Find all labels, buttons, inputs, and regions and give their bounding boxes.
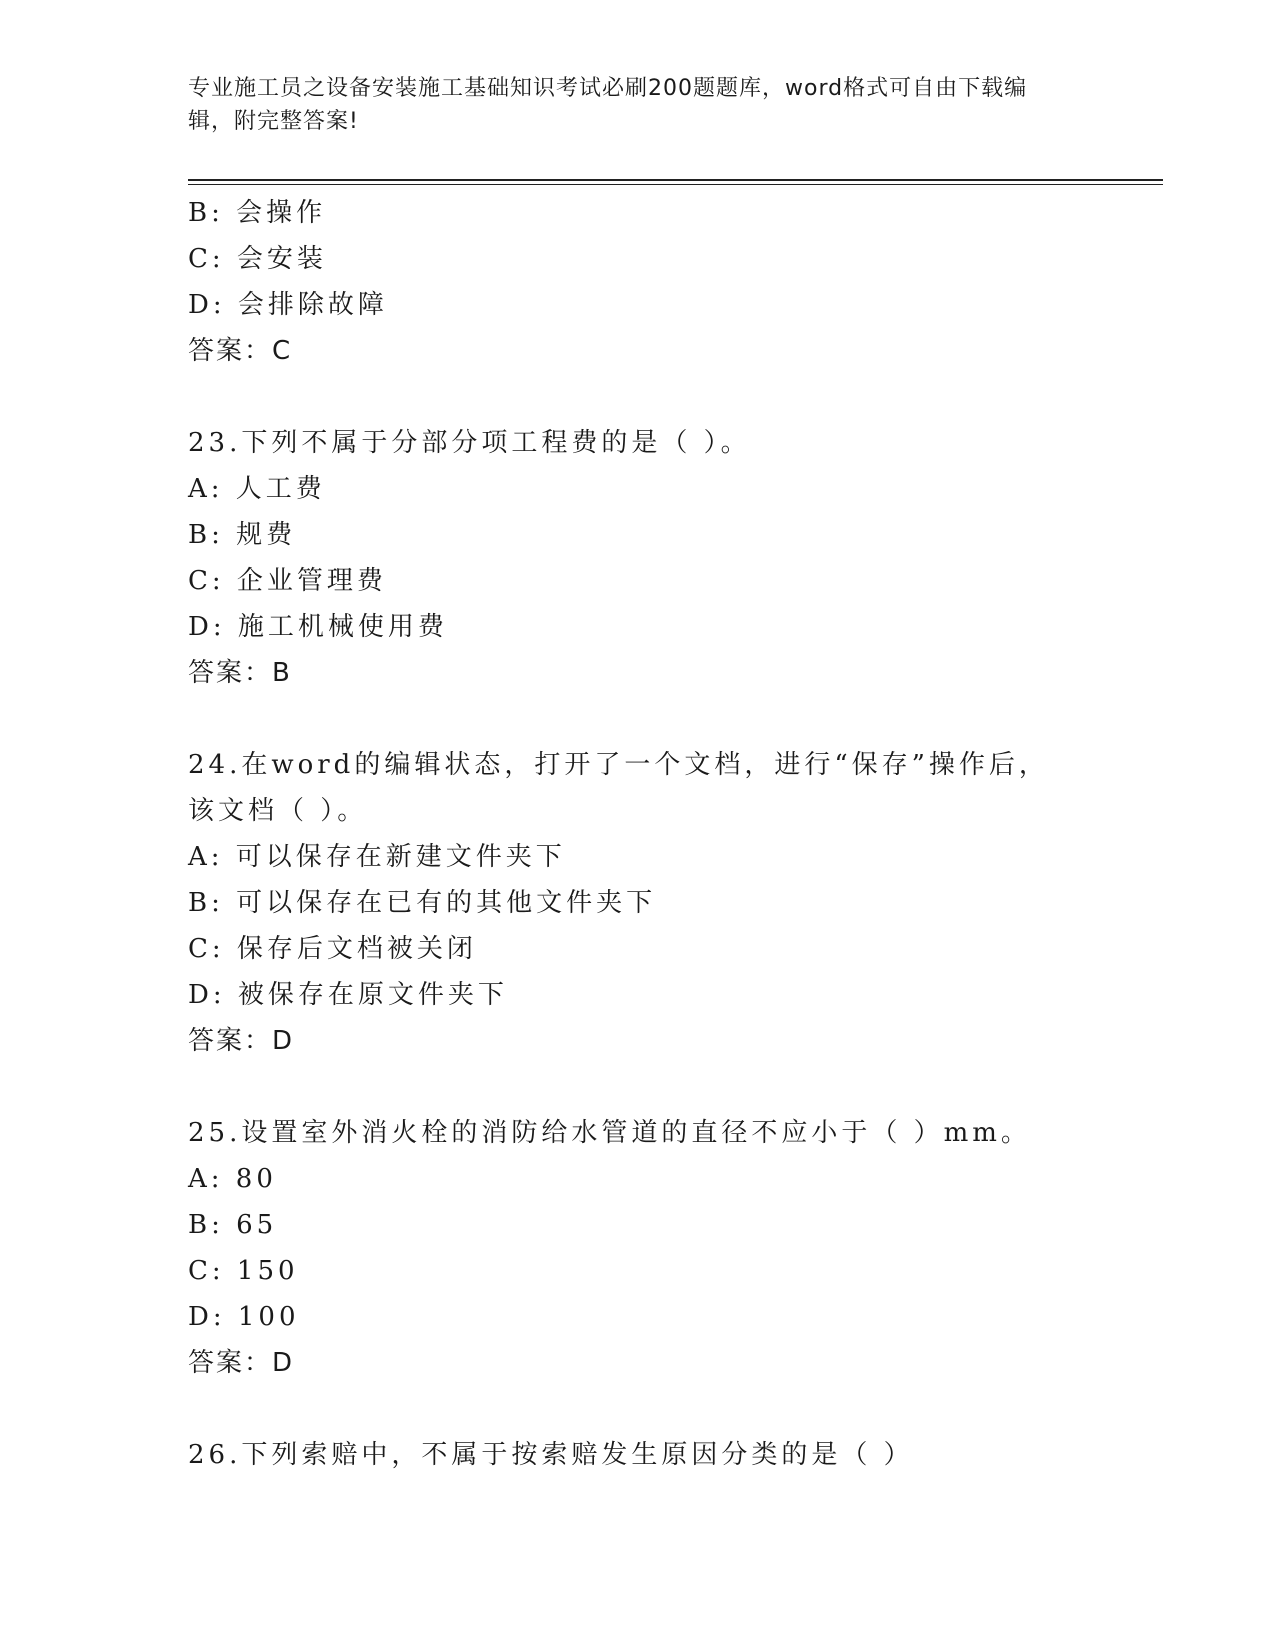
question-26: [188, 1432, 1068, 1478]
question-24: [188, 742, 1068, 1064]
question-25: [188, 1110, 1068, 1386]
question-23: [188, 420, 1068, 696]
option-d: D: 被保存在原文件夹下: [188, 980, 508, 1010]
spacer: [188, 374, 1068, 420]
option-d: D: 会排除故障: [188, 290, 388, 320]
question-stem: 25.设置室外消火栓的消防给水管道的直径不应小于（ ）mm。: [188, 1118, 1031, 1148]
spacer: [188, 1064, 1068, 1110]
spacer: [188, 696, 1068, 742]
option-a: A: 可以保存在新建文件夹下: [188, 842, 566, 872]
answer-line: 答案：B: [188, 658, 292, 688]
option-a: A: 80: [188, 1164, 277, 1194]
answer-line: 答案：C: [188, 336, 293, 366]
option-c: C: 保存后文档被关闭: [188, 934, 477, 964]
question-22-continued: [188, 190, 1068, 374]
option-c: C: 150: [188, 1256, 299, 1286]
option-d: D: 100: [188, 1302, 300, 1332]
option-b: B: 会操作: [188, 198, 327, 228]
option-c: C: 企业管理费: [188, 566, 387, 596]
option-b: B: 规费: [188, 520, 297, 550]
question-stem: 24.在word的编辑状态，打开了一个文档，进行“保存”操作后，该文档（ ）。: [188, 750, 1049, 826]
answer-line: 答案：D: [188, 1348, 295, 1378]
question-stem: 23.下列不属于分部分项工程费的是（ ）。: [188, 428, 751, 458]
question-stem: 26.下列索赔中，不属于按索赔发生原因分类的是（ ）: [188, 1440, 914, 1470]
header-rule-thick: [188, 179, 1163, 181]
question-content: [188, 190, 1068, 1478]
spacer: [188, 1386, 1068, 1432]
option-a: A: 人工费: [188, 474, 326, 504]
option-b: B: 65: [188, 1210, 278, 1240]
option-c: C: 会安装: [188, 244, 327, 274]
option-d: D: 施工机械使用费: [188, 612, 448, 642]
document-header: 专业施工员之设备安装施工基础知识考试必刷200题题库，word格式可自由下载编辑，附完整答案!: [188, 76, 1028, 134]
option-b: B: 可以保存在已有的其他文件夹下: [188, 888, 657, 918]
header-rule-thin: [188, 184, 1163, 185]
answer-line: 答案：D: [188, 1026, 295, 1056]
